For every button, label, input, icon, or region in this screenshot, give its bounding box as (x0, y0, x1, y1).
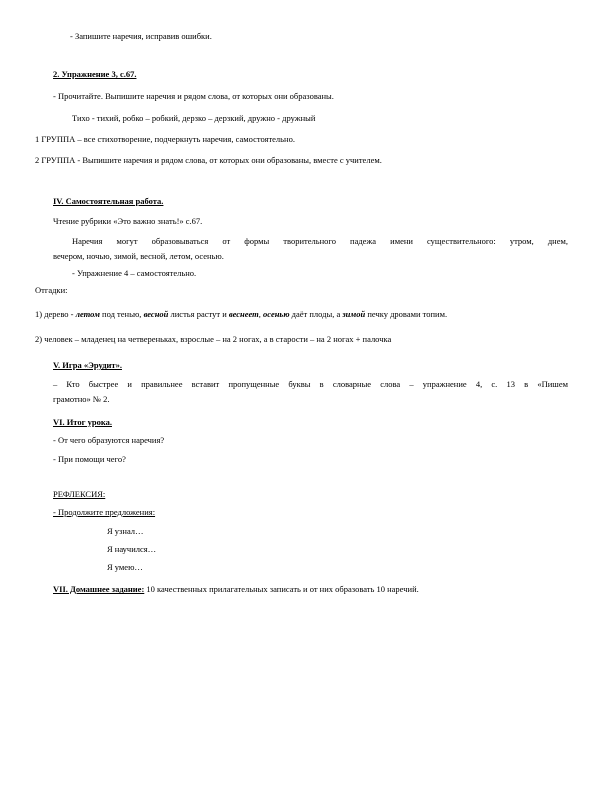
riddle-1-text-f: даёт плоды, а (289, 309, 343, 319)
section-4-heading: IV. Самостоятельная работа. (53, 196, 164, 206)
riddle-answer-1 (35, 309, 447, 320)
reflection-item-can: Я умею… (107, 562, 143, 572)
riddle-1-word-veseneet: веснеет (228, 309, 259, 319)
riddle-1-text-c: под тенью, (99, 309, 144, 319)
homework-text: 10 качественных прилагательных записать и от них образовать 10 наречий. (144, 584, 419, 594)
homework-line (53, 584, 419, 595)
section-5-text-line-1: – Кто быстрее и правильнее вставит пропущенные буквы в словарные слова – упражнение 4, с. 13 в «Пишем (53, 379, 568, 389)
riddle-1-word-winter: зимой (342, 309, 366, 319)
exercise-3-task: - Прочитайте. Выпишите наречия и рядом слова, от которых они образованы. (53, 91, 334, 101)
riddle-1-text-g: печку дровами топим. (365, 309, 448, 319)
section-6-heading: VI. Итог урока. (53, 417, 112, 427)
section-7-heading: VII. Домашнее задание: (53, 584, 145, 594)
riddle-1-word-autumn: осенью (263, 309, 290, 319)
riddle-1-text-d: листья растут и (168, 309, 229, 319)
riddle-answer-2: 2) человек – младенец на четвереньках, взрослые – на 2 ногах, а в старости – на 2 ногах + палочка (35, 334, 392, 344)
summary-question-1: - От чего образуются наречия? (53, 435, 165, 445)
section-5-heading: V. Игра «Эрудит». (53, 360, 122, 370)
exercise-3-heading: 2. Упражнение 3, с.67. (53, 69, 137, 79)
riddle-1-text-a: 1) дерево - (35, 309, 76, 319)
group-2-task: 2 ГРУППА - Выпишите наречия и рядом слова, от которых они образованы, вместе с учителем. (35, 155, 382, 165)
answers-label: Отгадки: (35, 285, 68, 295)
reflection-item-learned: Я узнал… (107, 526, 144, 536)
section-4-rule-line-1: Наречия могут образовываться от формы творительного падежа имени существительного: утром, днем, (72, 236, 568, 246)
group-1-task: 1 ГРУППА – все стихотворение, подчеркнуть наречия, самостоятельно. (35, 134, 295, 144)
instruction-write-adverbs: - Запишите наречия, исправив ошибки. (70, 31, 212, 41)
reflection-prompt: - Продолжите предложения: (53, 507, 156, 517)
riddle-1-word-summer: летом (75, 309, 100, 319)
section-4-reading: Чтение рубрики «Это важно знать!» с.67. (53, 216, 203, 226)
riddle-1-text-e: , (258, 309, 264, 319)
summary-question-2: - При помощи чего? (53, 454, 126, 464)
riddle-1-word-spring: весной (143, 309, 169, 319)
exercise-3-example: Тихо - тихий, робко – робкий, дерзко – дерзкий, дружно - дружный (72, 113, 316, 123)
section-4-rule-line-2: вечером, ночью, зимой, весной, летом, осенью. (53, 251, 224, 261)
reflection-heading: РЕФЛЕКСИЯ: (53, 489, 106, 499)
exercise-4-task: - Упражнение 4 – самостоятельно. (72, 268, 197, 278)
section-5-text-line-2: грамотно» № 2. (53, 394, 110, 404)
reflection-item-mastered: Я научился… (107, 544, 157, 554)
